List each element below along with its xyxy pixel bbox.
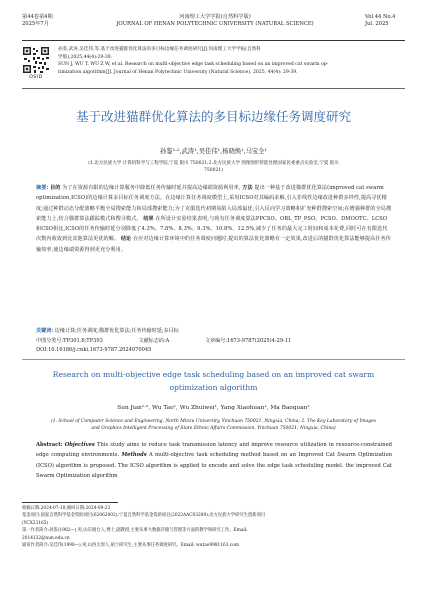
keywords-cn: [36, 327, 392, 336]
footnote-received: 收稿日期:2024-07-10;修回日期:2024-09-23: [22, 506, 111, 511]
footnotes: [22, 505, 405, 549]
abstract-text: 在应对边缘计算环境中的任务调度问题时,提出的算法优化策略有一定效果,改进后的猫群优化算法能够提高任务传输效率,使边缘端资源得到更充分利用。: [36, 236, 391, 253]
journal-header: [22, 8, 405, 38]
footnote-corresponding: 通讯作者简介:吴佳伟(1998—),男,山西太原人,硕士研究生,主要从事任务调度研究。Email: wutao9981163.com: [22, 543, 239, 549]
clc-number: 中图分类号:TP301.6;TP393: [36, 338, 103, 344]
methods-label: Methods: [121, 452, 147, 459]
affiliations-en: [22, 418, 405, 432]
footnote-email[interactable]: 2014132@nun.edu.cn: [22, 535, 70, 541]
affiliation-en-line: and Graphics Intelligent Processing of State Ethnic Affairs Commission, Yinchuan 750021, Ningxia, China): [91, 426, 336, 431]
paper-title-cn: 基于改进猫群优化算法的多目标边缘任务调度研究: [75, 109, 351, 124]
doi-link[interactable]: DOI:10.16186/j.cnki.1673-9787.2024070045: [36, 347, 152, 353]
header-volume-en: [365, 14, 405, 28]
authors-cn: 孙鉴¹·²,武涛¹,吴佳伟¹,杨晓焕¹,马宝全¹: [159, 148, 267, 155]
abstract-cn: [36, 183, 392, 255]
citation-line: SUN J, WU T, WU Z W, et al. Research on multi-objective edge task scheduling based on an improved cat swarm op-: [58, 62, 329, 68]
authors-en: Sun Jian¹·², Wu Tao¹, Wu Zhuiwei¹, Yang Xiaohuan¹, Ma Baoquan¹: [117, 405, 310, 411]
header-date-en: Jul. 2025: [365, 21, 389, 27]
keywords-text: 边缘计算;任务调度;猫群优化算法;任务传输时延;多目标: [54, 328, 179, 334]
header-vol-no: Vol.44 No.4: [365, 14, 396, 20]
abstract-en: [36, 440, 392, 482]
header-issue: 第44卷第4期: [22, 14, 53, 20]
paper-title-en: [48, 368, 379, 394]
citation-text: [58, 46, 405, 76]
abstract-en-text: A multi-objective task scheduling method based on an Improved Cat Swarm Optimization (ICSO) algorithm is proposed. The ICSO algorithm is applied to encode and solve the edge task scheduling model. the improved Cat Swarm Optimization algorithm: [36, 452, 393, 480]
title-en-line: Research on multi-objective edge task scheduling based on an improved cat swarm: [52, 370, 375, 379]
conclusion-label: 结论: [120, 236, 132, 243]
section-rule: [22, 359, 405, 360]
abstract-text: 为了在资源有限的边缘计算服务中降低任务传输时延并提高边缘端资源利用率,: [62, 185, 241, 191]
affiliation-en-line: (1. School of Computer Science and Engineering, North Minzu University, Yinchuan 750021, Ningxia, China; 2. The Key Laboratory of Images: [50, 419, 377, 424]
objectives-label: Objectives: [64, 442, 95, 448]
result-label: 结果: [143, 215, 154, 222]
osid-label: OSID: [29, 75, 43, 80]
citation-line: timization algorithm[J]. Journal of Henan Polytechnic University (Natural Science), 2025, 44(4): 29-39.: [58, 69, 298, 75]
abstract-text: 在所设计实验结果表明,与现有任务调度算法PPCSO、OBL_TP_PSO、PCSO、DMOOTC、LCSO和CSO相比,ICSO的任务传输时延分别降低了4.3%、7.8%、8.3%、9.3%、10.8%、12.5%,减少了任务的最大完工时间和成本花费,同时可在有限迭代次数内收敛到比其他算法更优的解。: [36, 215, 388, 243]
header-journal-name: [112, 14, 318, 28]
citation-line: 孙鉴,武涛,吴佳伟,等.基于改进猫群优化算法的多目标边缘任务调度研究[J].河南理工大学学报(自然科: [58, 47, 261, 52]
qr-code-icon[interactable]: [22, 46, 50, 74]
citation-block: [22, 44, 405, 84]
header-volume: [22, 14, 53, 28]
abstract-en-text: This study aims to reduce task transmission latency and improve resource utilization in resource-constrained edge computing environments.: [36, 442, 393, 459]
journal-name-cn: 河南理工大学学报(自然科学版): [179, 14, 251, 20]
affiliation-line: (1.北方民族大学 计算机科学与工程学院,宁夏 银川 750021;2.北方民族大学 图像图形智能处理国家民委重点实验室,宁夏 银川: [88, 161, 339, 166]
footnote-rule: [22, 502, 118, 503]
abstract-label: 摘要:: [36, 185, 49, 191]
citation-rule: [22, 88, 405, 89]
document-code: 文献标志码:A: [138, 338, 170, 344]
goal-label: 目的: [50, 185, 61, 191]
affiliation-line: 750021): [204, 168, 223, 173]
abstract-text: 提出一种基于改进猫群优化算法(improved cat swarm optimization,ICSO)的边缘计算多目标任务调度方法。在边缘计算任务调度模型上,采用ICSO对其编码求解,引入非线性边缘改进种群多样性,提高寻优精度;通过种群动态分配策略平衡全局搜索能力和局部搜索能力;为了克服迭代初期易陷入局部最优,引入反向学习策略和扩充种群搜索空间;在增强种群的全局搜索能力上,结合猫群算法跟踪模式和搜寻模式。: [36, 185, 392, 222]
citation-line: 学版),2025,44(4):29-39.: [58, 54, 113, 60]
article-number: 文章编号:1673-9787(2025)4-29-11: [204, 338, 292, 344]
header-rule: [22, 40, 405, 41]
classification-cn: [36, 337, 392, 344]
header-date: 2025年7月: [22, 21, 49, 27]
footnote-funding: 基金项目:国家自然科学基金资助项目(62062002);宁夏自然科学基金资助项目(2022AAC03289);北方民族大学研究生创新项目: [22, 513, 266, 519]
keywords-label: 关键词:: [36, 328, 54, 334]
affiliations-cn: [22, 160, 405, 174]
journal-name-en: JOURNAL OF HENAN POLYTECHNIC UNIVERSITY (NATURAL SCIENCE): [116, 21, 314, 27]
footnote-funding-cont: (YCX23165): [22, 520, 49, 526]
abstract-en-label: Abstract:: [36, 442, 63, 448]
method-label: 方法: [242, 185, 253, 191]
footnote-first-author: 第一作者简介:孙鉴(1982—),男,山东烟台人,博士,副教授,主要从事大数据存储与管理等方面的教学和研究工作。Email:: [22, 528, 248, 534]
title-en-line: optimization algorithm: [169, 383, 258, 392]
